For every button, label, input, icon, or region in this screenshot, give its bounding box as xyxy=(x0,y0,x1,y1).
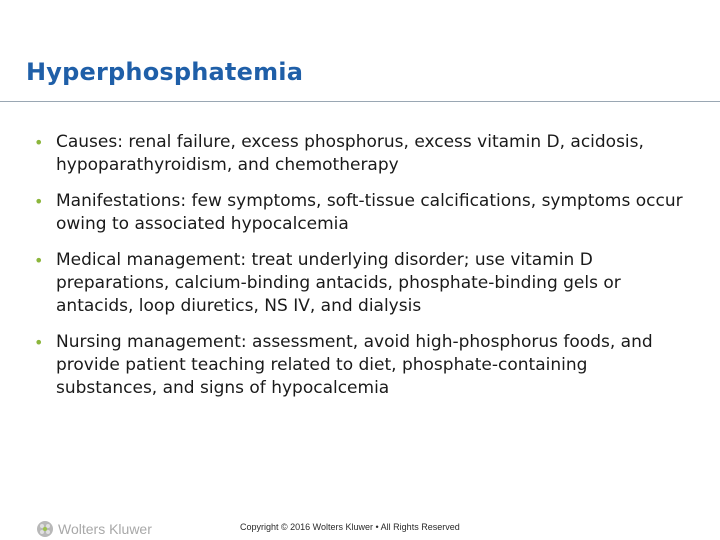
wolters-kluwer-logo xyxy=(36,518,152,540)
slide-title: Hyperphosphatemia xyxy=(26,58,304,86)
bullet-text: Manifestations: few symptoms, soft-tissue calcifications, symptoms occur owing to associated hypocalcemia xyxy=(56,191,683,234)
bullet-text: Causes: renal failure, excess phosphorus, excess vitamin D, acidosis, hypoparathyroidism, and chemotherapy xyxy=(56,132,644,175)
bullet-item-causes xyxy=(30,131,690,177)
wolters-kluwer-logo-icon xyxy=(36,520,54,538)
bullet-item-nursing-management xyxy=(30,331,690,400)
copyright-text: Copyright © 2016 Wolters Kluwer • All Rights Reserved xyxy=(240,522,460,532)
bullet-list xyxy=(30,131,690,413)
bullet-text: Medical management: treat underlying disorder; use vitamin D preparations, calcium-binding antacids, phosphate-binding gels or antacids, loop diuretics, NS IV, and dialysis xyxy=(56,250,621,316)
bullet-item-medical-management xyxy=(30,249,690,318)
bullet-marker-icon: • xyxy=(34,251,44,270)
bullet-marker-icon: • xyxy=(34,133,44,152)
bullet-text: Nursing management: assessment, avoid high-phosphorus foods, and provide patient teaching related to diet, phosphate-containing substances, and signs of hypocalcemia xyxy=(56,332,653,398)
bullet-marker-icon: • xyxy=(34,333,44,352)
title-divider xyxy=(0,101,720,102)
logo-text: Wolters Kluwer xyxy=(58,521,152,537)
bullet-marker-icon: • xyxy=(34,192,44,211)
bullet-item-manifestations xyxy=(30,190,690,236)
